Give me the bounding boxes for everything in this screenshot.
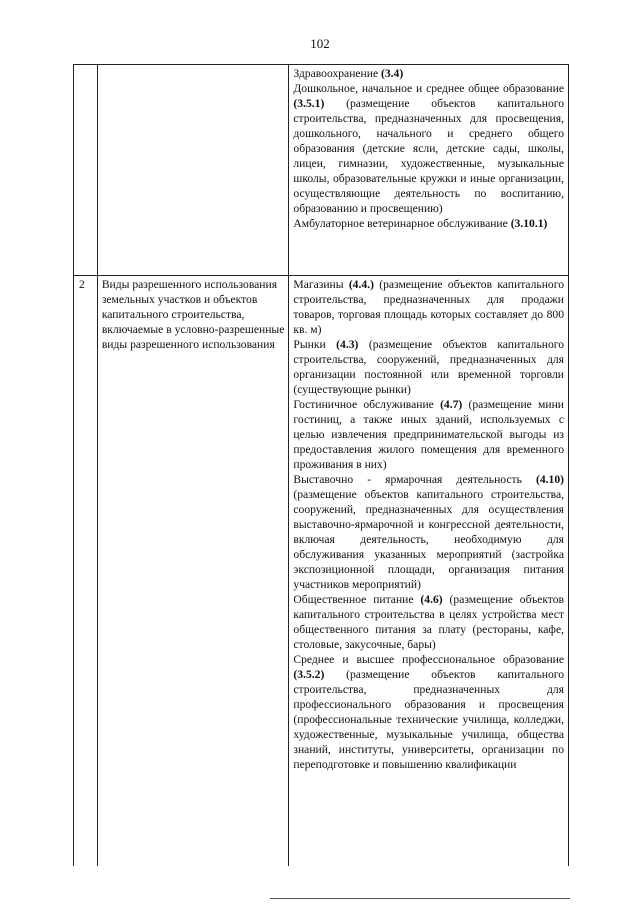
content-paragraph [293,337,564,397]
classification-code: (4.6) [420,593,443,606]
paragraph-text: Здравоохранение [293,67,381,80]
row-number-cell: 2 [74,276,98,867]
row-name-cell [97,65,289,276]
paragraph-text: Дошкольное, начальное и среднее общее образование [293,82,564,95]
paragraph-text: (размещение объектов капитального строительства, сооружений, предназначенных для осуществления выставочно-ярмарочной и конгрессной деятельности, включая деятельность, необходимую для обслуживания указанных мероприятий (застройка экспозиционной площади, организация питания участников мероприятий) [293,488,564,591]
paragraph-text: (размещение объектов капитального строительства, сооружений, предназначенных для организации постоянной или временной торговли (существующие рынки) [293,338,564,396]
paragraph-text: Гостиничное обслуживание [293,398,441,411]
classification-code: (4.10) [535,473,564,486]
paragraph-text: Рынки [293,338,337,351]
content-paragraph [293,81,564,216]
paragraph-text: (размещение мини гостиниц, а также иных зданий, используемых с целью извлечения предпринимательской выгоды из предоставления жилого помещения для временного проживания в них) [293,398,564,471]
content-paragraph [293,592,564,652]
row-content-cell [289,65,569,276]
paragraph-text: (размещение объектов капитального строительства, предназначенных для профессионального образования и просвещения (профессиональные технические училища, колледжи, художественные, музыкальные училища, общества знаний, институты, университеты, организации по переподготовке и повышению квалификации [293,668,564,771]
row-name-cell: Виды разрешенного использования земельных участков и объектов капитального строительства, включаемые в условно-разрешенные виды разрешенного использования [97,276,289,867]
content-paragraph [293,472,564,592]
content-paragraph [293,216,564,231]
classification-code: (4.7) [440,398,463,411]
paragraph-text: Магазины [293,278,349,291]
row-content-cell [289,276,569,867]
paragraph-text: (размещение объектов капитального строительства, предназначенных для просвещения, дошкольного, начального и среднего общего образования (детские ясли, детские сады, школы, лицеи, гимназии, художественные, музыкальные школы, образовательные кружки и иные организации, осуществляющие деятельность по воспитанию, образованию и просвещению) [293,97,564,215]
classification-code: (3.4) [381,67,404,80]
content-paragraph [293,66,564,81]
content-paragraph [293,397,564,472]
paragraph-text: (размещение объектов капитального строительства в целях устройства мест общественного питания за плату (рестораны, кафе, столовые, закусочные, бары) [293,593,564,651]
content-paragraph [293,277,564,337]
paragraph-text: (размещение объектов капитального строительства, предназначенных для продажи товаров, торговая площадь которых составляет до 800 кв. м) [293,278,564,336]
classification-code: (4.3) [336,338,359,351]
regulation-table [73,64,569,866]
table-row [74,65,569,276]
page-number: 102 [310,36,330,51]
table-row [74,276,569,867]
row-number-cell [74,65,98,276]
paragraph-text: Амбулаторное ветеринарное обслуживание [293,217,511,230]
paragraph-text: Общественное питание [293,593,421,606]
paragraph-text: Среднее и высшее профессиональное образование [293,653,564,666]
classification-code: (4.4.) [348,278,374,291]
classification-code: (3.5.2) [293,668,325,681]
classification-code: (3.5.1) [293,97,325,110]
classification-code: (3.10.1) [510,217,548,230]
paragraph-text: Выставочно - ярмарочная деятельность [293,473,536,486]
content-paragraph [293,652,564,772]
page-bottom-rule [270,898,570,899]
